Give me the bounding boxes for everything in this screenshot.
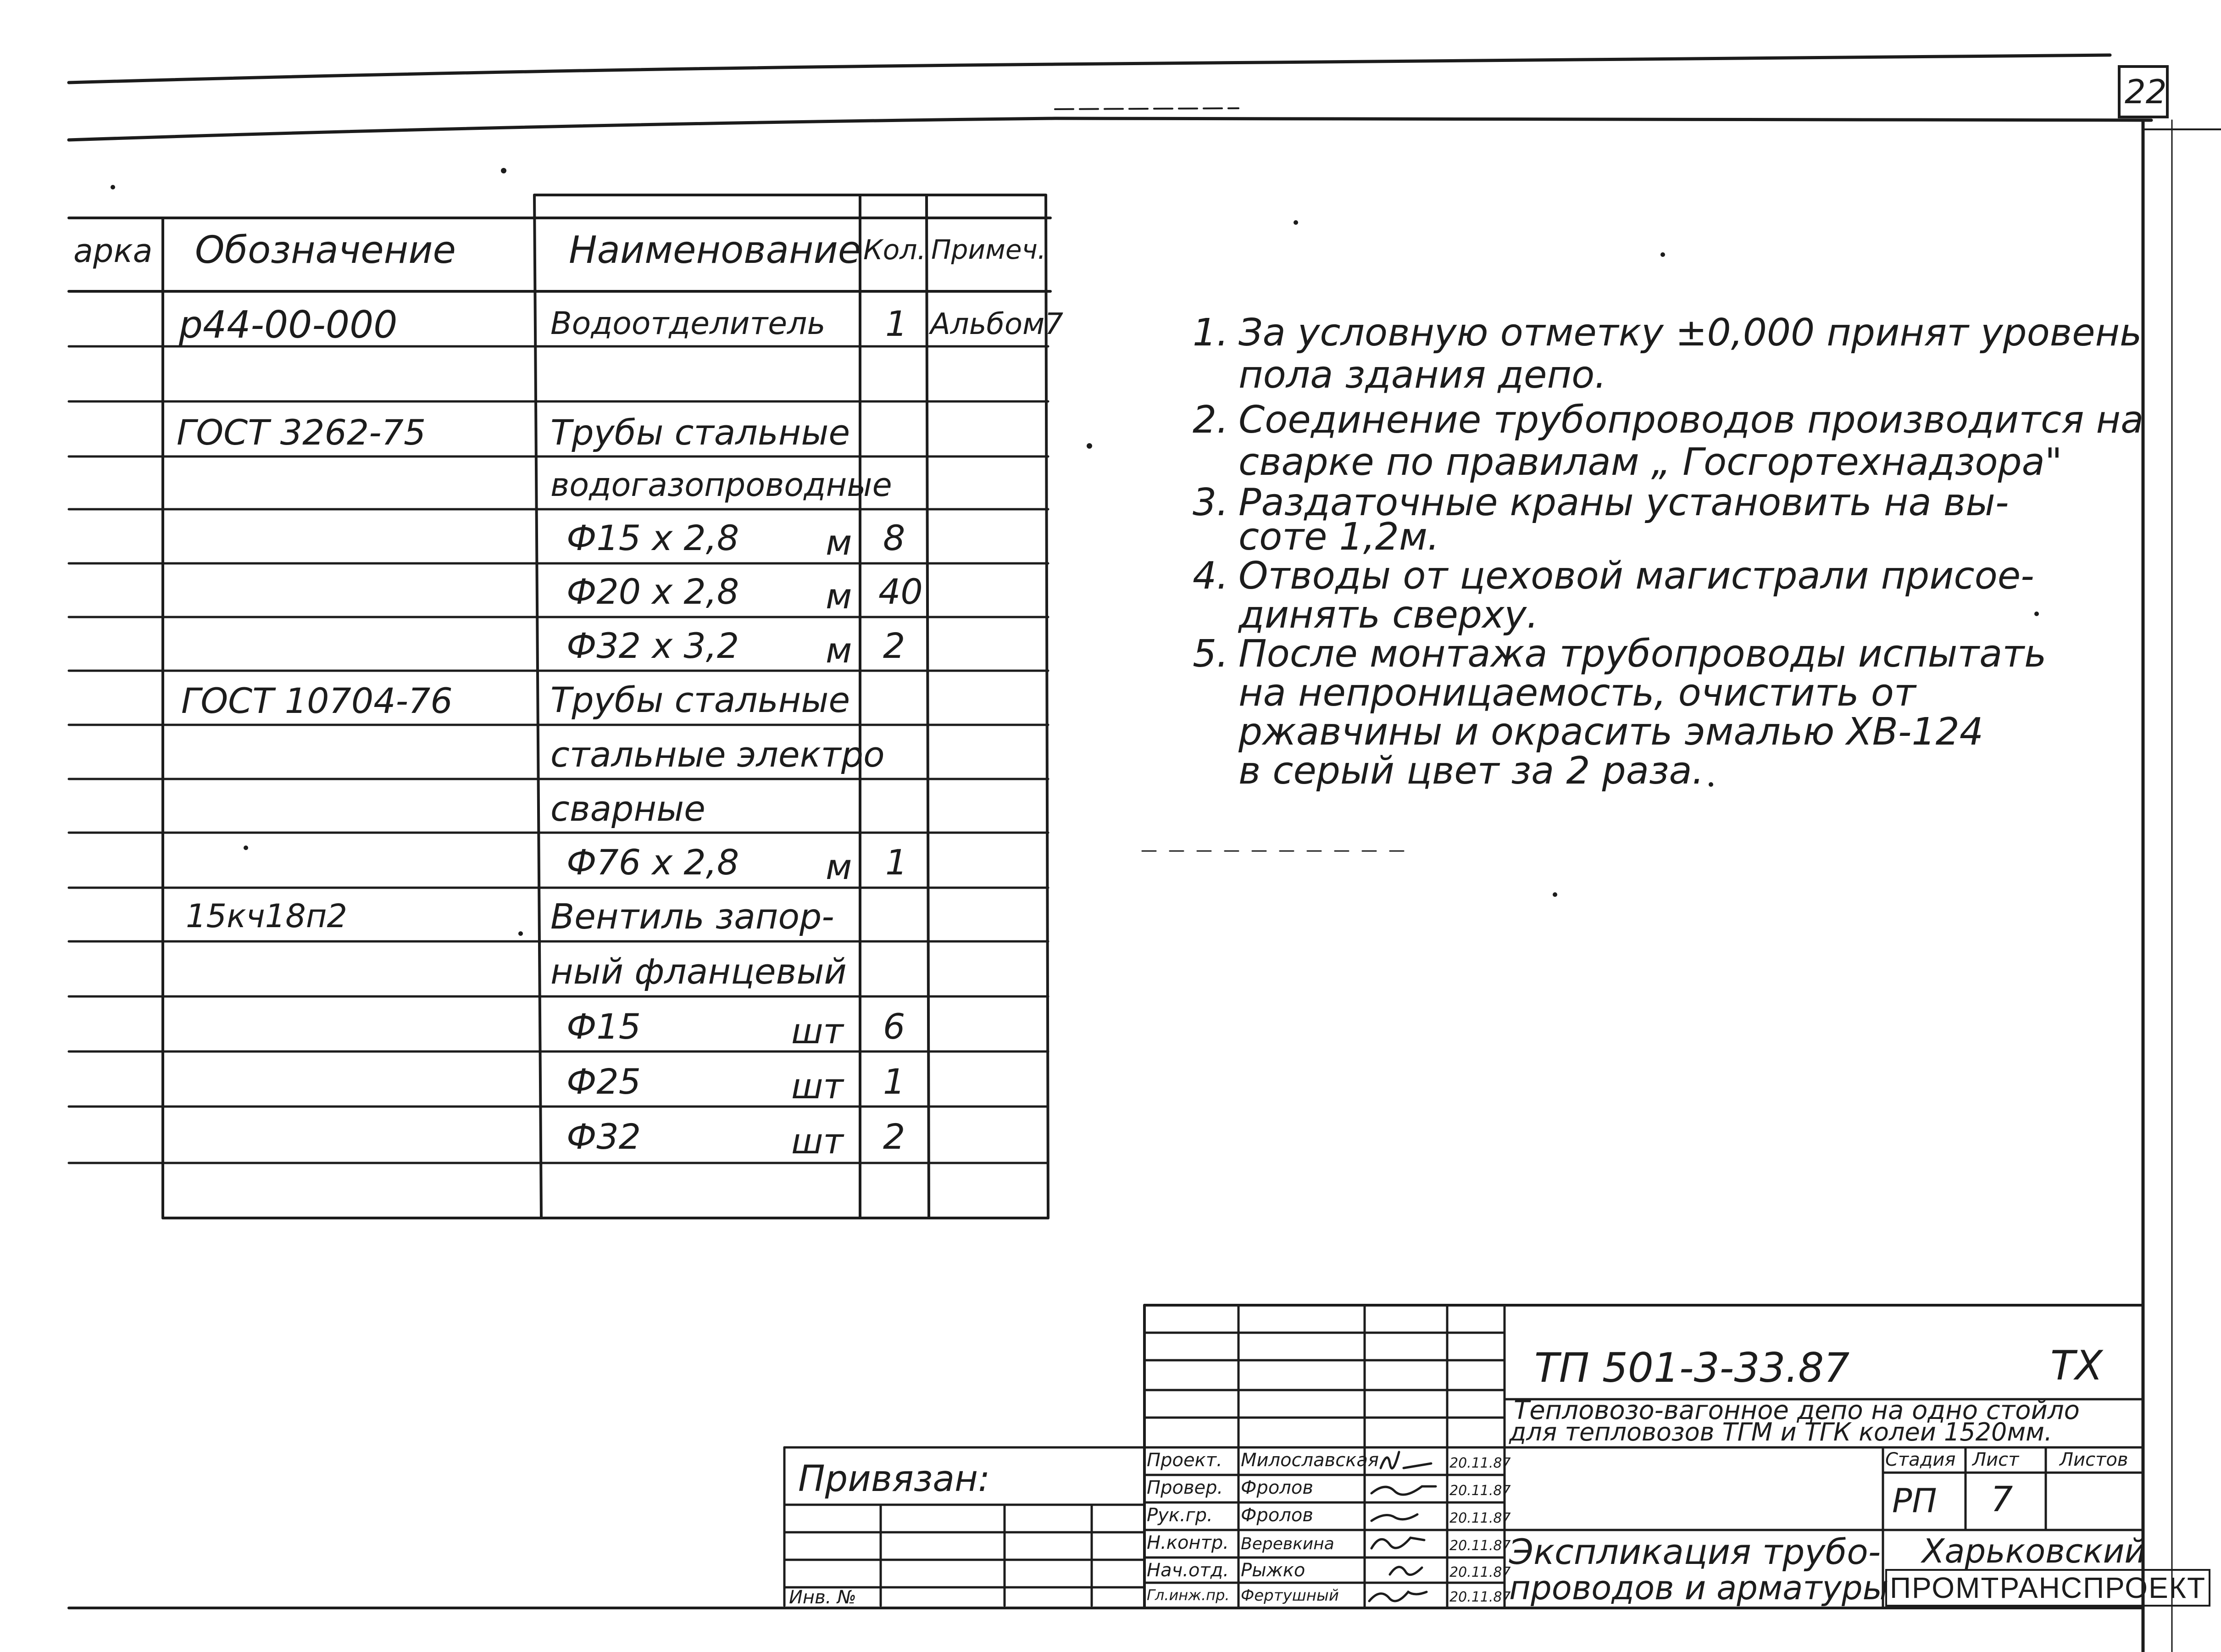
- signature-role: Н.контр.: [1147, 1532, 1229, 1553]
- row-unit: м: [826, 522, 852, 563]
- sheet-label: Лист: [1972, 1449, 2019, 1470]
- sheets-label: Листов: [2060, 1449, 2128, 1470]
- row-designation: 15кч18п2: [186, 897, 348, 935]
- row-name: Ф20 х 2,8: [566, 571, 739, 612]
- note-number: 5.: [1193, 632, 1229, 676]
- signature-date: 20.11.87: [1449, 1483, 1511, 1499]
- signature-role: Нач.отд.: [1147, 1560, 1229, 1581]
- note-line: на непроницаемость, очистить от: [1238, 671, 1916, 715]
- signature-date: 20.11.87: [1449, 1564, 1511, 1580]
- stage-value: РП: [1892, 1481, 1937, 1520]
- row-note: Альбом7: [930, 307, 1064, 341]
- signature-name: Фертушный: [1241, 1586, 1339, 1605]
- note-number: 2.: [1193, 398, 1229, 442]
- row-name: Ф25: [566, 1061, 641, 1102]
- note-line: в серый цвет за 2 раза.: [1238, 749, 1704, 793]
- row-name: Ф32 х 3,2: [566, 625, 739, 666]
- object-name-line: для тепловозов ТГМ и ТГК колеи 1520мм.: [1509, 1418, 2053, 1446]
- row-qty: 6: [883, 1006, 905, 1047]
- row-name: стальные электро: [550, 734, 885, 775]
- object-name-line: Тепловозо-вагонное депо на одно стойло: [1514, 1396, 2080, 1425]
- row-qty: 8: [883, 517, 905, 558]
- row-unit: м: [826, 630, 852, 671]
- note-line: Соединение трубопроводов производится на: [1238, 398, 2144, 442]
- organization-city: Харьковский: [1922, 1532, 2146, 1570]
- header-qty: Кол.: [863, 234, 926, 266]
- row-qty: 2: [883, 625, 905, 666]
- row-name: Ф15: [566, 1006, 641, 1047]
- signature-name: Веревкина: [1241, 1535, 1334, 1553]
- note-line: Раздаточные краны установить на вы-: [1238, 481, 2009, 524]
- drawing-title-line: Экспликация трубо-: [1509, 1531, 1881, 1572]
- row-qty: 1: [885, 842, 908, 883]
- row-qty: 40: [878, 571, 923, 612]
- row-name: сварные: [550, 788, 705, 829]
- row-name: Трубы стальные: [550, 679, 850, 720]
- row-unit: шт: [791, 1011, 844, 1051]
- row-designation: р44-00-000: [179, 303, 398, 347]
- signature-name: Рыжко: [1241, 1560, 1305, 1581]
- row-name: Трубы стальные: [550, 412, 850, 453]
- note-number: 4.: [1193, 554, 1229, 598]
- signature-date: 20.11.87: [1449, 1510, 1511, 1526]
- project-code: ТП 501-3-33.87: [1534, 1344, 1850, 1391]
- row-unit: шт: [791, 1066, 844, 1107]
- bound-label: Привязан:: [798, 1458, 990, 1500]
- note-number: 1.: [1193, 311, 1229, 355]
- note-line: соте 1,2м.: [1238, 515, 1439, 559]
- row-name: Водоотделитель: [550, 306, 826, 342]
- signature-role: Провер.: [1147, 1477, 1223, 1498]
- note-line: Отводы от цеховой магистрали присое-: [1238, 554, 2034, 598]
- sheet-number: 22: [2125, 72, 2167, 111]
- signature-name: Милославская: [1241, 1450, 1379, 1471]
- note-line: За условную отметку ±0,000 принят уровень: [1238, 311, 2142, 355]
- row-name: ный фланцевый: [550, 951, 847, 992]
- note-line: сварке по правилам „ Госгортехнадзора": [1238, 440, 2062, 484]
- signature-role: Проект.: [1147, 1450, 1222, 1471]
- inventory-number-label: Инв. №: [789, 1587, 856, 1608]
- drawing-title-line: проводов и арматуры: [1509, 1569, 1889, 1607]
- stage-label: Стадия: [1885, 1449, 1956, 1470]
- discipline-code: ТХ: [2050, 1342, 2103, 1389]
- note-line: После монтажа трубопроводы испытать: [1238, 632, 2047, 676]
- header-designation: Обозначение: [195, 228, 456, 272]
- row-name: Ф32: [566, 1116, 641, 1157]
- header-name: Наименование: [569, 228, 861, 272]
- row-unit: шт: [791, 1121, 844, 1162]
- note-number: 3.: [1193, 481, 1229, 524]
- note-line: динять сверху.: [1238, 593, 1539, 637]
- row-name: Вентиль запор-: [550, 896, 834, 937]
- signature-date: 20.11.87: [1449, 1589, 1511, 1605]
- row-name: Ф15 х 2,8: [566, 517, 739, 558]
- row-designation: ГОСТ 3262-75: [177, 412, 426, 453]
- signature-name: Фролов: [1241, 1477, 1313, 1498]
- signature-date: 20.11.87: [1449, 1455, 1511, 1471]
- row-name: водогазопроводные: [550, 466, 892, 504]
- header-note: Примеч.: [931, 234, 1046, 265]
- note-line: пола здания депо.: [1238, 353, 1607, 397]
- row-qty: 1: [885, 303, 908, 344]
- row-unit: м: [826, 846, 852, 887]
- signature-date: 20.11.87: [1449, 1538, 1511, 1554]
- row-qty: 1: [883, 1061, 905, 1102]
- signature-name: Фролов: [1241, 1505, 1313, 1526]
- signature-role: Рук.гр.: [1147, 1505, 1213, 1526]
- signature-role: Гл.инж.пр.: [1147, 1586, 1230, 1604]
- row-designation: ГОСТ 10704-76: [181, 680, 453, 721]
- note-line: ржавчины и окрасить эмалью ХВ-124: [1238, 710, 1984, 754]
- header-marka: арка: [73, 232, 153, 270]
- row-unit: м: [826, 576, 852, 617]
- organization-name: ПРОМТРАНСПРОЕКТ: [1885, 1569, 2210, 1607]
- row-qty: 2: [883, 1116, 905, 1157]
- sheet-value: 7: [1991, 1479, 2013, 1519]
- row-name: Ф76 х 2,8: [566, 842, 739, 883]
